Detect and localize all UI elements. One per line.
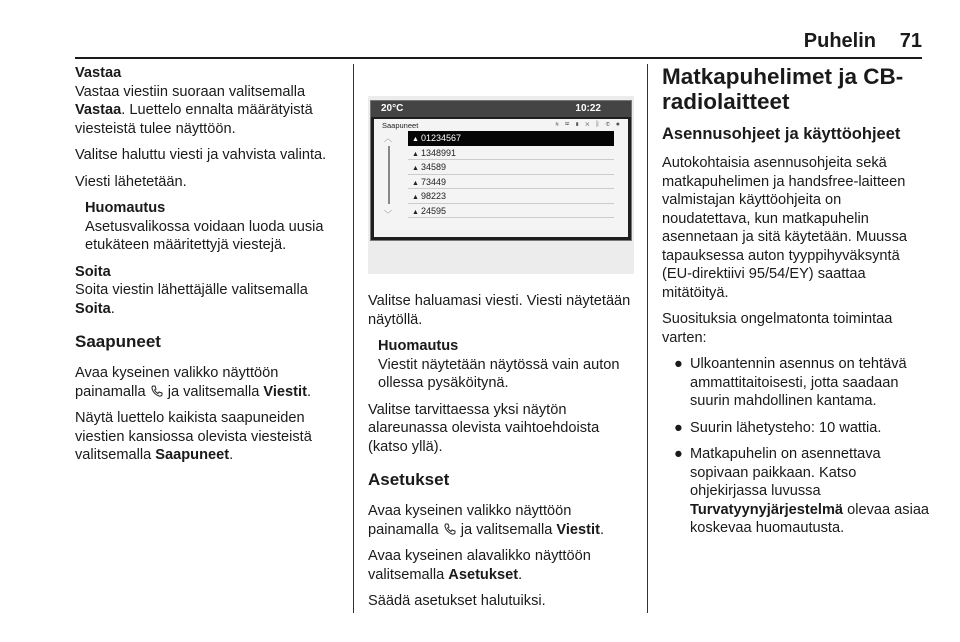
scroll-track[interactable] [388, 146, 390, 204]
screenshot-figure [368, 96, 634, 274]
screen-body [374, 119, 628, 237]
list-item[interactable]: ▲ 1348991 [408, 146, 614, 161]
list-item: ● Ulkoantennin asennus on tehtävä ammattitaitoisesti, jotta saadaan suurin mahdollinen kantama. [674, 356, 907, 409]
paragraph: Vastaa viestiin suoraan valitsemalla Vastaa. Luettelo ennalta määrätyistä viesteistä tulee näyttöön. [75, 83, 313, 137]
message-icon: ✉ [564, 121, 572, 128]
screen-title: Saapuneet [382, 121, 419, 130]
note-box [85, 199, 345, 255]
battery-icon: ● [615, 121, 622, 128]
note-heading: Huomautus [378, 338, 459, 354]
subheading-vastaa: Vastaa [75, 65, 122, 81]
signal-icon: ▮ [575, 121, 582, 128]
heading-asetukset: Asetukset [368, 470, 450, 489]
column-divider [647, 64, 648, 613]
envelope-icon: ▲ [412, 208, 419, 216]
bluetooth-icon: ᛒ [595, 121, 602, 128]
note-text: Viestit näytetään näytössä vain auton ollessa pysäköitynä. [378, 356, 620, 391]
page-number: 71 [899, 30, 922, 52]
infotainment-screen [370, 100, 632, 241]
clock: 10:22 [575, 103, 601, 114]
bullet-list [662, 355, 930, 538]
column-3 [662, 64, 930, 546]
envelope-icon: ▲ [412, 194, 419, 201]
phone-icon: ✆ [605, 121, 612, 128]
list-item[interactable]: ▲ 73449 [408, 175, 614, 190]
paragraph: Avaa kyseinen alavalikko näyttöön valitsemalla Asetukset. [368, 548, 591, 583]
envelope-icon: ▲ [412, 179, 419, 187]
column-2 [368, 292, 636, 619]
paragraph: Näytä luettelo kaikista saapuneiden viestien kansiossa olevista viesteistä valitsemalla Saapuneet. [75, 410, 312, 463]
message-list [408, 131, 614, 218]
list-item[interactable]: ▲ 01234567 [408, 131, 614, 146]
envelope-icon: ▲ [412, 150, 419, 158]
wifi-icon: ≋ [554, 121, 562, 128]
temperature: 20°C [381, 103, 404, 114]
list-item: ● Matkapuhelin on asennettava sopivaan paikkaan. Katso ohjekirjassa luvussa Turvatyynyjärjestelmä olevaa asiaa koskevaa huomautusta. [674, 446, 930, 536]
paragraph: Valitse haluttu viesti ja vahvista valinta. [75, 147, 327, 163]
chevron-down-icon[interactable]: ﹀ [384, 210, 392, 219]
phone-icon [443, 522, 457, 536]
bullet-icon: ● [674, 419, 683, 436]
paragraph: Soita viestin lähettäjälle valitsemalla Soita. [75, 282, 308, 317]
heading-saapuneet: Saapuneet [75, 332, 161, 351]
column-1 [75, 64, 345, 473]
bullet-icon: ● [674, 446, 683, 462]
phone-icon [150, 384, 164, 398]
envelope-icon: ▲ [412, 165, 419, 172]
paragraph: Avaa kyseinen valikko näyttöön painamalla ja valitsemalla Viestit. [368, 503, 605, 538]
heading-asennusohjeet: Asennusohjeet ja käyttöohjeet [662, 125, 901, 143]
heading-matkapuhelimet: Matkapuhelimet ja CB-radiolaitteet [662, 64, 904, 114]
mute-icon: ✕ [585, 121, 592, 128]
status-icons [555, 121, 622, 128]
note-box [378, 337, 636, 393]
scrollbar[interactable] [382, 133, 396, 219]
paragraph: Valitse tarvittaessa yksi näytön alareunassa olevista vaihtoehdoista (katso yllä). [368, 401, 600, 455]
paragraph: Autokohtaisia asennusohjeita sekä matkapuhelimen ja handsfree-laitteen valmistajan käyttöohjeita on noudatettava, kun matkapuhelin asennetaan ja sitä käytetään. Muussa tapauksessa auton tyyppihyväksyntä (EU-direktiivi 95/54/EY) saattaa mitätöityä. [662, 155, 908, 301]
subheading-soita: Soita [75, 263, 111, 280]
list-item[interactable]: ▲ 98223 [408, 189, 614, 204]
list-item: ● Suurin lähetysteho: 10 wattia. [674, 419, 882, 436]
envelope-icon: ▲ [412, 136, 419, 143]
chevron-up-icon[interactable]: ︿ [384, 134, 392, 143]
paragraph: Suosituksia ongelmatonta toimintaa varten: [662, 311, 893, 346]
page-header [0, 0, 960, 58]
bullet-icon: ● [674, 356, 683, 372]
paragraph: Säädä asetukset halutuiksi. [368, 593, 546, 609]
status-bar [371, 101, 631, 117]
paragraph: Valitse haluamasi viesti. Viesti näytetään näytöllä. [368, 293, 631, 328]
paragraph: Viesti lähetetään. [75, 173, 187, 190]
column-divider [353, 64, 354, 613]
list-item[interactable]: ▲ 24595 [408, 204, 614, 219]
note-text: Asetusvalikossa voidaan luoda uusia etukäteen määritettyjä viestejä. [85, 218, 324, 253]
header-rule [75, 57, 922, 59]
paragraph: Avaa kyseinen valikko näyttöön painamalla ja valitsemalla Viestit. [75, 365, 312, 400]
section-name: Puhelin [803, 30, 876, 52]
list-item[interactable]: ▲ 34589 [408, 160, 614, 175]
note-heading: Huomautus [85, 200, 166, 216]
